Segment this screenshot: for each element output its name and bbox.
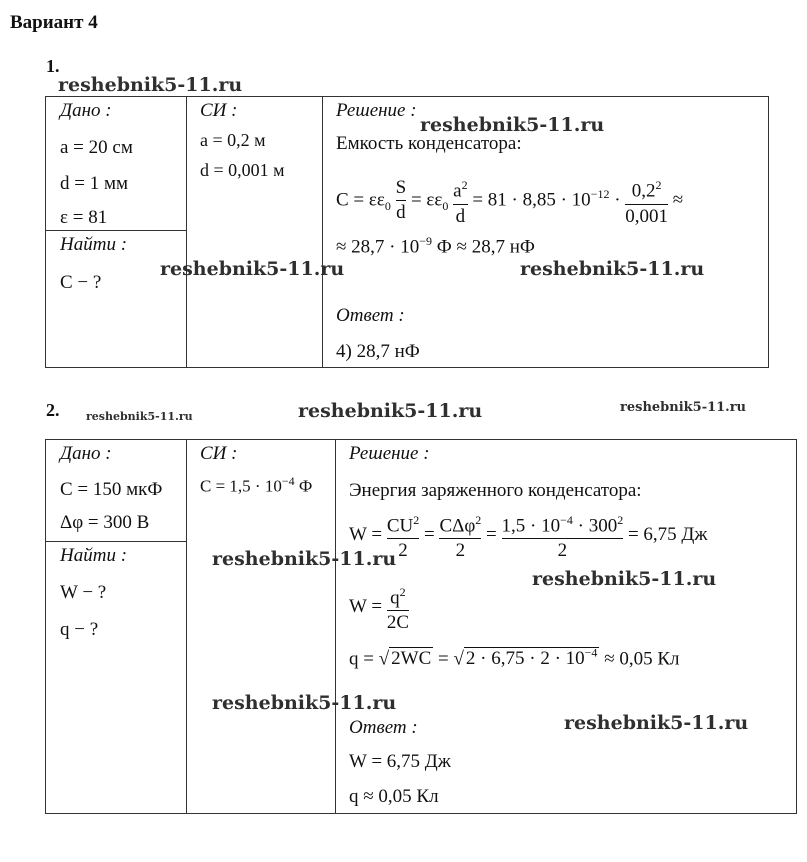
watermark: reshebnik5-11.ru — [520, 258, 705, 280]
task2-given-dphi: Δφ = 300 В — [60, 512, 150, 533]
formula-lhs: C = εε — [336, 189, 385, 211]
task1-si-a: a = 0,2 м — [200, 130, 266, 150]
task2-find-q: q − ? — [60, 619, 99, 640]
task1-find-c: C − ? — [60, 272, 102, 293]
watermark: reshebnik5-11.ru — [160, 258, 345, 280]
task2-si-label: СИ : — [200, 443, 238, 464]
watermark: reshebnik5-11.ru — [212, 548, 397, 570]
task2-si-c: $C = 1,5 \cdot 10^{-4}$ Ф — [200, 474, 313, 496]
page-title: Вариант 4 — [10, 12, 98, 33]
task2-solution-intro: Энергия заряженного конденсатора: — [349, 480, 642, 501]
task1-result-line: ≈ $28,7 \cdot 10^{-9}$ Ф ≈ 28,7 нФ — [336, 234, 535, 258]
task1-given-eps: ε = 81 — [60, 207, 108, 228]
watermark: reshebnik5-11.ru — [532, 568, 717, 590]
task2-given-c: C = 150 мкФ — [60, 479, 163, 500]
task1-answer-label: Ответ : — [336, 305, 405, 326]
task2-answer-q: q ≈ 0,05 Кл — [349, 786, 439, 807]
task2-answer-label: Ответ : — [349, 717, 418, 738]
task2-formula-q: q = √ 2WC = √ $2 \cdot 6,75 \cdot 2 \cdot 10^{-4} \approx 0,05$ Кл — [349, 646, 680, 670]
task1-si-label: СИ : — [200, 100, 238, 121]
task2-formula-w2: W = $\frac{q^2}{2C}$ — [349, 584, 409, 634]
watermark: reshebnik5-11.ru — [86, 410, 193, 423]
task2-find-label: Найти : — [60, 545, 128, 566]
task1-formula: $C = \varepsilon\varepsilon_0$ $\frac{S}{d}$ = $\varepsilon\varepsilon_0$ $\frac{a^2}{d}$ = $81 \cdot 8,85 \cdot 10^{-12}$ · $\frac{0,2^2}{0,001}$ ≈ — [336, 177, 684, 227]
task1-solution-label: Решение : — [336, 100, 417, 121]
task2-solution-label: Решение : — [349, 443, 430, 464]
task1-si-d: d = 0,001 м — [200, 160, 285, 180]
task1-find-label: Найти : — [60, 234, 128, 255]
task1-given-a: a = 20 см — [60, 137, 133, 158]
task1-given-label: Дано : — [60, 100, 112, 121]
task2-find-w: W − ? — [60, 582, 107, 603]
task2-answer-w: W = 6,75 Дж — [349, 751, 451, 772]
watermark: reshebnik5-11.ru — [564, 712, 749, 734]
task2-formula-w: W = $\frac{CU^2}{2}$ = $\frac{C\Delta\varphi^2}{2}$ = $\frac{1,5 \cdot 10^{-4} \cdot 300^2}{2}$ = 6,75 Дж — [349, 512, 708, 562]
task2-number: 2. — [46, 400, 60, 420]
watermark: reshebnik5-11.ru — [212, 692, 397, 714]
watermark: reshebnik5-11.ru — [620, 400, 747, 415]
watermark: reshebnik5-11.ru — [420, 114, 605, 136]
task1-answer: 4) 28,7 нФ — [336, 341, 420, 362]
task2-given-label: Дано : — [60, 443, 112, 464]
watermark: reshebnik5-11.ru — [58, 74, 243, 96]
task1-solution-intro: Емкость конденсатора: — [336, 133, 522, 154]
task1-given-d: d = 1 мм — [60, 173, 129, 194]
task1-number: 1. — [46, 56, 60, 76]
watermark: reshebnik5-11.ru — [298, 400, 483, 422]
